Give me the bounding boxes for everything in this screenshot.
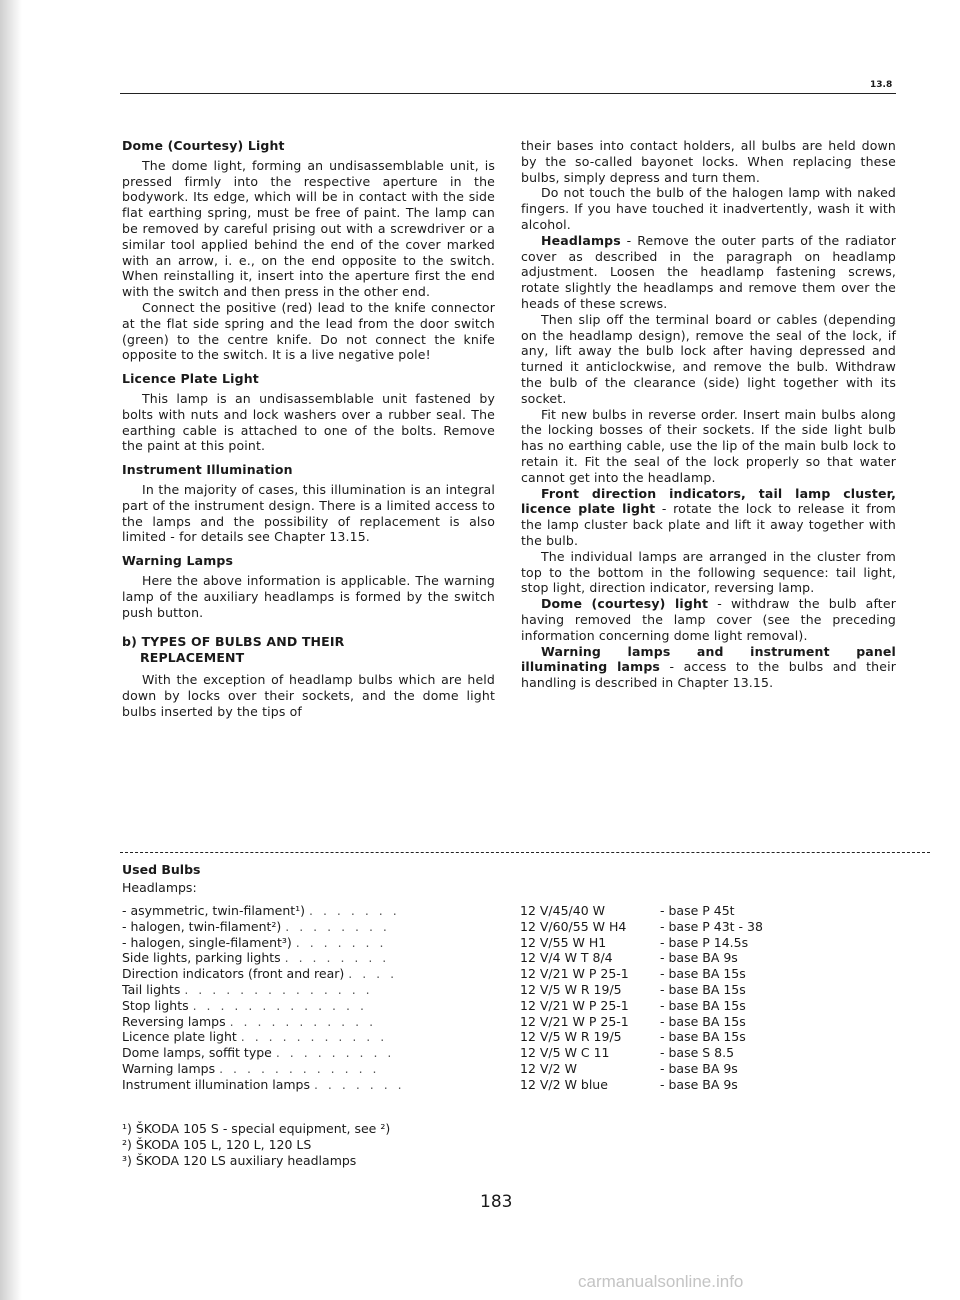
terminal-board-paragraph: Then slip off the terminal board or cables (depending on the headlamp design), remove the seal of the lock, if any, lift away the bulb lock after having depressed and turned it anticlockwise, and remove the bulb. Withdraw the bulb of the clearance (side) light together with its socket. bbox=[521, 311, 896, 406]
bulb-base: - base BA 15s bbox=[660, 1013, 746, 1029]
left-column bbox=[122, 138, 495, 719]
bulb-name: Tail lights bbox=[122, 981, 181, 997]
bulb-spec: 12 V/5 W C 11 bbox=[520, 1045, 610, 1061]
leader-dots: . . . . . . . bbox=[313, 1076, 405, 1092]
bulb-base: - base BA 15s bbox=[660, 966, 746, 982]
warning-lamps-illum-paragraph bbox=[521, 644, 896, 691]
instrument-illumination-heading: Instrument Illumination bbox=[122, 462, 293, 478]
bulb-spec: 12 V/4 W T 8/4 bbox=[520, 950, 613, 966]
bulb-name-cell bbox=[122, 950, 490, 966]
dome-light-paragraph-2: Connect the positive (red) lead to the knife connector at the flat side spring and the lead from the door switch (green) to the centre knife. Do not connect the knife opposite to the switch. It is a live negative pole! bbox=[122, 299, 495, 363]
warning-lamps-heading: Warning Lamps bbox=[122, 553, 234, 569]
bulb-name-cell bbox=[122, 1014, 490, 1030]
bulb-spec: 12 V/5 W R 19/5 bbox=[520, 981, 622, 997]
warning-lamps-paragraph: Here the above information is applicable. The warning lamp of the auxiliary headlamps is formed by the switch push button. bbox=[122, 572, 495, 620]
bulb-base: - base BA 15s bbox=[660, 997, 746, 1013]
dome-courtesy-text: - withdraw the bulb after having removed the lamp cover (see the preceding information concerning dome light removal). bbox=[521, 596, 896, 643]
watermark: carmanualsonline.info bbox=[578, 1272, 744, 1291]
bulb-spec: 12 V/45/40 W bbox=[520, 903, 605, 918]
bulb-name: Warning lamps bbox=[122, 1060, 216, 1076]
bulb-name-cell bbox=[122, 1077, 490, 1093]
front-indicators-text: - rotate the lock to release it from the lamp cluster back plate and lift it away together with the bulb. bbox=[521, 501, 896, 548]
bayonet-paragraph: their bases into contact holders, all bulbs are held down by the so-called bayonet locks. When replacing these bulbs, simply depress and turn them. bbox=[521, 138, 896, 185]
bulb-name: Instrument illumination lamps bbox=[122, 1076, 310, 1092]
bulb-base: - base BA 9s bbox=[660, 1060, 738, 1076]
bulb-row bbox=[122, 935, 902, 951]
bulb-row bbox=[122, 919, 902, 935]
bulb-spec: 12 V/21 W P 25-1 bbox=[520, 966, 629, 982]
leader-dots: . . . . . . . bbox=[309, 903, 400, 918]
bulb-name-cell bbox=[122, 982, 490, 998]
bulb-name-cell bbox=[122, 1045, 490, 1061]
bulb-row bbox=[122, 903, 902, 919]
bulb-base: - base BA 15s bbox=[660, 1029, 746, 1045]
bulb-name: Licence plate light bbox=[122, 1029, 237, 1045]
leader-dots: . . . . . . . . . . . bbox=[229, 1013, 377, 1029]
bulb-types-paragraph: With the exception of headlamp bulbs which are held down by locks over their sockets, and the dome light bulbs inserted by the tips of bbox=[122, 671, 495, 719]
fit-new-bulbs-paragraph: Fit new bulbs in reverse order. Insert main bulbs along the locking bosses of their sockets. If the side light bulb has no earthing cable, use the lip of the main bulb lock to retain it. Fit the seal of the lock properly so that water cannot get into the headlamp. bbox=[521, 406, 896, 485]
warning-lamps-illum-lead: Warning lamps and instrument panel illuminating lamps bbox=[521, 643, 896, 675]
bulb-name-cell bbox=[122, 935, 490, 951]
footnote-2: ²) ŠKODA 105 L, 120 L, 120 LS bbox=[122, 1136, 312, 1152]
bulb-name-cell bbox=[122, 919, 490, 935]
headlamps-lead: Headlamps bbox=[541, 232, 621, 248]
bulb-name: Dome lamps, soffit type bbox=[122, 1045, 272, 1061]
bulb-name: Side lights, parking lights bbox=[122, 950, 281, 966]
dome-light-heading: Dome (Courtesy) Light bbox=[122, 138, 285, 153]
bulb-row bbox=[122, 966, 902, 982]
bulb-row bbox=[122, 1014, 902, 1030]
bulb-row bbox=[122, 982, 902, 998]
bulb-spec: 12 V/21 W P 25-1 bbox=[520, 1013, 629, 1029]
bulb-name: - halogen, twin-filament²) bbox=[122, 918, 282, 934]
leader-dots: . . . . . . . . bbox=[284, 950, 390, 966]
section-reference: 13.8 bbox=[870, 80, 893, 90]
halogen-warning-paragraph: Do not touch the bulb of the halogen lamp with naked fingers. If you have touched it inadvertently, wash it with alcohol. bbox=[521, 185, 896, 232]
right-column bbox=[521, 138, 896, 691]
section-divider bbox=[120, 852, 930, 853]
page-number: 183 bbox=[480, 1192, 513, 1212]
footnote-1: ¹) ŠKODA 105 S - special equipment, see ²) bbox=[122, 1121, 391, 1136]
bulb-row bbox=[122, 1061, 902, 1077]
bulb-row bbox=[122, 1029, 902, 1045]
leader-dots: . . . . . . . bbox=[295, 934, 387, 950]
bulb-row bbox=[122, 950, 902, 966]
bulb-name-cell bbox=[122, 903, 490, 919]
warning-lamps-illum-text: - access to the bulbs and their handling is described in Chapter 13.15. bbox=[521, 659, 896, 691]
leader-dots: . . . . . . . . . . . . . bbox=[192, 997, 367, 1013]
bulb-base: - base BA 9s bbox=[660, 950, 738, 966]
instrument-illumination-paragraph: In the majority of cases, this illumination is an integral part of the instrument design. There is a limited access to the lamps and the possibility of replacement is also limited - for details see Chapter 13.15. bbox=[122, 481, 495, 545]
bulb-base: - base P 14.5s bbox=[660, 934, 749, 950]
dome-courtesy-lead: Dome (courtesy) light bbox=[541, 596, 709, 612]
bulb-spec: 12 V/21 W P 25-1 bbox=[520, 997, 629, 1013]
bulb-base: - base P 45t bbox=[660, 903, 735, 918]
bulb-types-heading-line-2: REPLACEMENT bbox=[140, 650, 245, 666]
bulb-name-cell bbox=[122, 998, 490, 1014]
bulb-name: - halogen, single-filament³) bbox=[122, 934, 292, 950]
bulb-base: - base BA 15s bbox=[660, 981, 746, 997]
headlamps-text: - Remove the outer parts of the radiator cover as described in the paragraph on headlamp adjustment. Loosen the headlamp fastening screws, rotate slightly the headlamps and remove them over the heads of these screws. bbox=[521, 232, 896, 311]
used-bulbs-heading: Used Bulbs bbox=[122, 862, 201, 877]
bulb-types-heading-line-1: b) TYPES OF BULBS AND THEIR bbox=[122, 634, 345, 650]
leader-dots: . . . . bbox=[348, 966, 398, 982]
bulb-spec: 12 V/5 W R 19/5 bbox=[520, 1029, 622, 1045]
bulb-name: Reversing lamps bbox=[122, 1013, 226, 1029]
footnotes bbox=[122, 1121, 390, 1168]
bulb-base: - base S 8.5 bbox=[660, 1045, 735, 1061]
bulb-name: Direction indicators (front and rear) bbox=[122, 966, 345, 982]
leader-dots: . . . . . . . . bbox=[285, 918, 390, 934]
bulb-name-cell bbox=[122, 1029, 490, 1045]
leader-dots: . . . . . . . . . bbox=[275, 1045, 395, 1061]
header-rule bbox=[120, 93, 896, 94]
headlamps-paragraph bbox=[521, 233, 896, 312]
bulb-name: Stop lights bbox=[122, 997, 189, 1013]
bulb-name-cell bbox=[122, 1061, 490, 1077]
leader-dots: . . . . . . . . . . . . bbox=[219, 1060, 380, 1076]
bulb-row bbox=[122, 998, 902, 1014]
bulb-spec: 12 V/2 W blue bbox=[520, 1076, 608, 1092]
leader-dots: . . . . . . . . . . . bbox=[240, 1029, 388, 1045]
bulb-base: - base P 43t - 38 bbox=[660, 918, 763, 934]
front-indicators-paragraph bbox=[521, 486, 896, 549]
dome-courtesy-paragraph bbox=[521, 596, 896, 643]
footnote-3: ³) ŠKODA 120 LS auxiliary headlamps bbox=[122, 1152, 357, 1168]
bulb-row bbox=[122, 1045, 902, 1061]
bulb-types-heading bbox=[122, 634, 495, 666]
licence-plate-paragraph: This lamp is an undisassemblable unit fastened by bolts with nuts and lock washers over a rubber seal. The earthing cable is attached to one of the bolts. Remove the paint at this point. bbox=[122, 390, 495, 454]
lamp-sequence-paragraph: The individual lamps are arranged in the cluster from top to the bottom in the following sequence: tail light, stop light, direction indicator, reversing lamp. bbox=[521, 548, 896, 596]
front-indicators-lead: Front direction indicators, tail lamp cluster, licence plate light bbox=[521, 485, 896, 517]
dome-light-paragraph-1: The dome light, forming an undisassemblable unit, is pressed firmly into the respective aperture in the bodywork. Its edge, which will be in contact with the side flat earthing spring, must be free of paint. The lamp can be removed by careful prising out with a screwdriver or a similar tool applied behind the end of the cover marked with an arrow, i. e., on the end opposite to the switch. When reinstalling it, insert into the aperture first the end with the switch and then press in the other end. bbox=[122, 157, 495, 300]
bulb-name-cell bbox=[122, 966, 490, 982]
bulb-spec: 12 V/60/55 W H4 bbox=[520, 918, 627, 934]
licence-plate-heading: Licence Plate Light bbox=[122, 371, 259, 387]
bulb-rows bbox=[122, 903, 902, 1093]
bulb-row bbox=[122, 1077, 902, 1093]
bulb-base: - base BA 9s bbox=[660, 1076, 738, 1092]
page-binding-shadow bbox=[0, 0, 22, 1300]
bulb-spec: 12 V/55 W H1 bbox=[520, 934, 607, 950]
bulb-spec: 12 V/2 W bbox=[520, 1060, 577, 1076]
leader-dots: . . . . . . . . . . . . . . bbox=[184, 981, 373, 997]
headlamps-subheading: Headlamps: bbox=[122, 880, 197, 895]
bulb-name: - asymmetric, twin-filament¹) bbox=[122, 903, 306, 918]
used-bulbs-table bbox=[122, 862, 902, 1093]
